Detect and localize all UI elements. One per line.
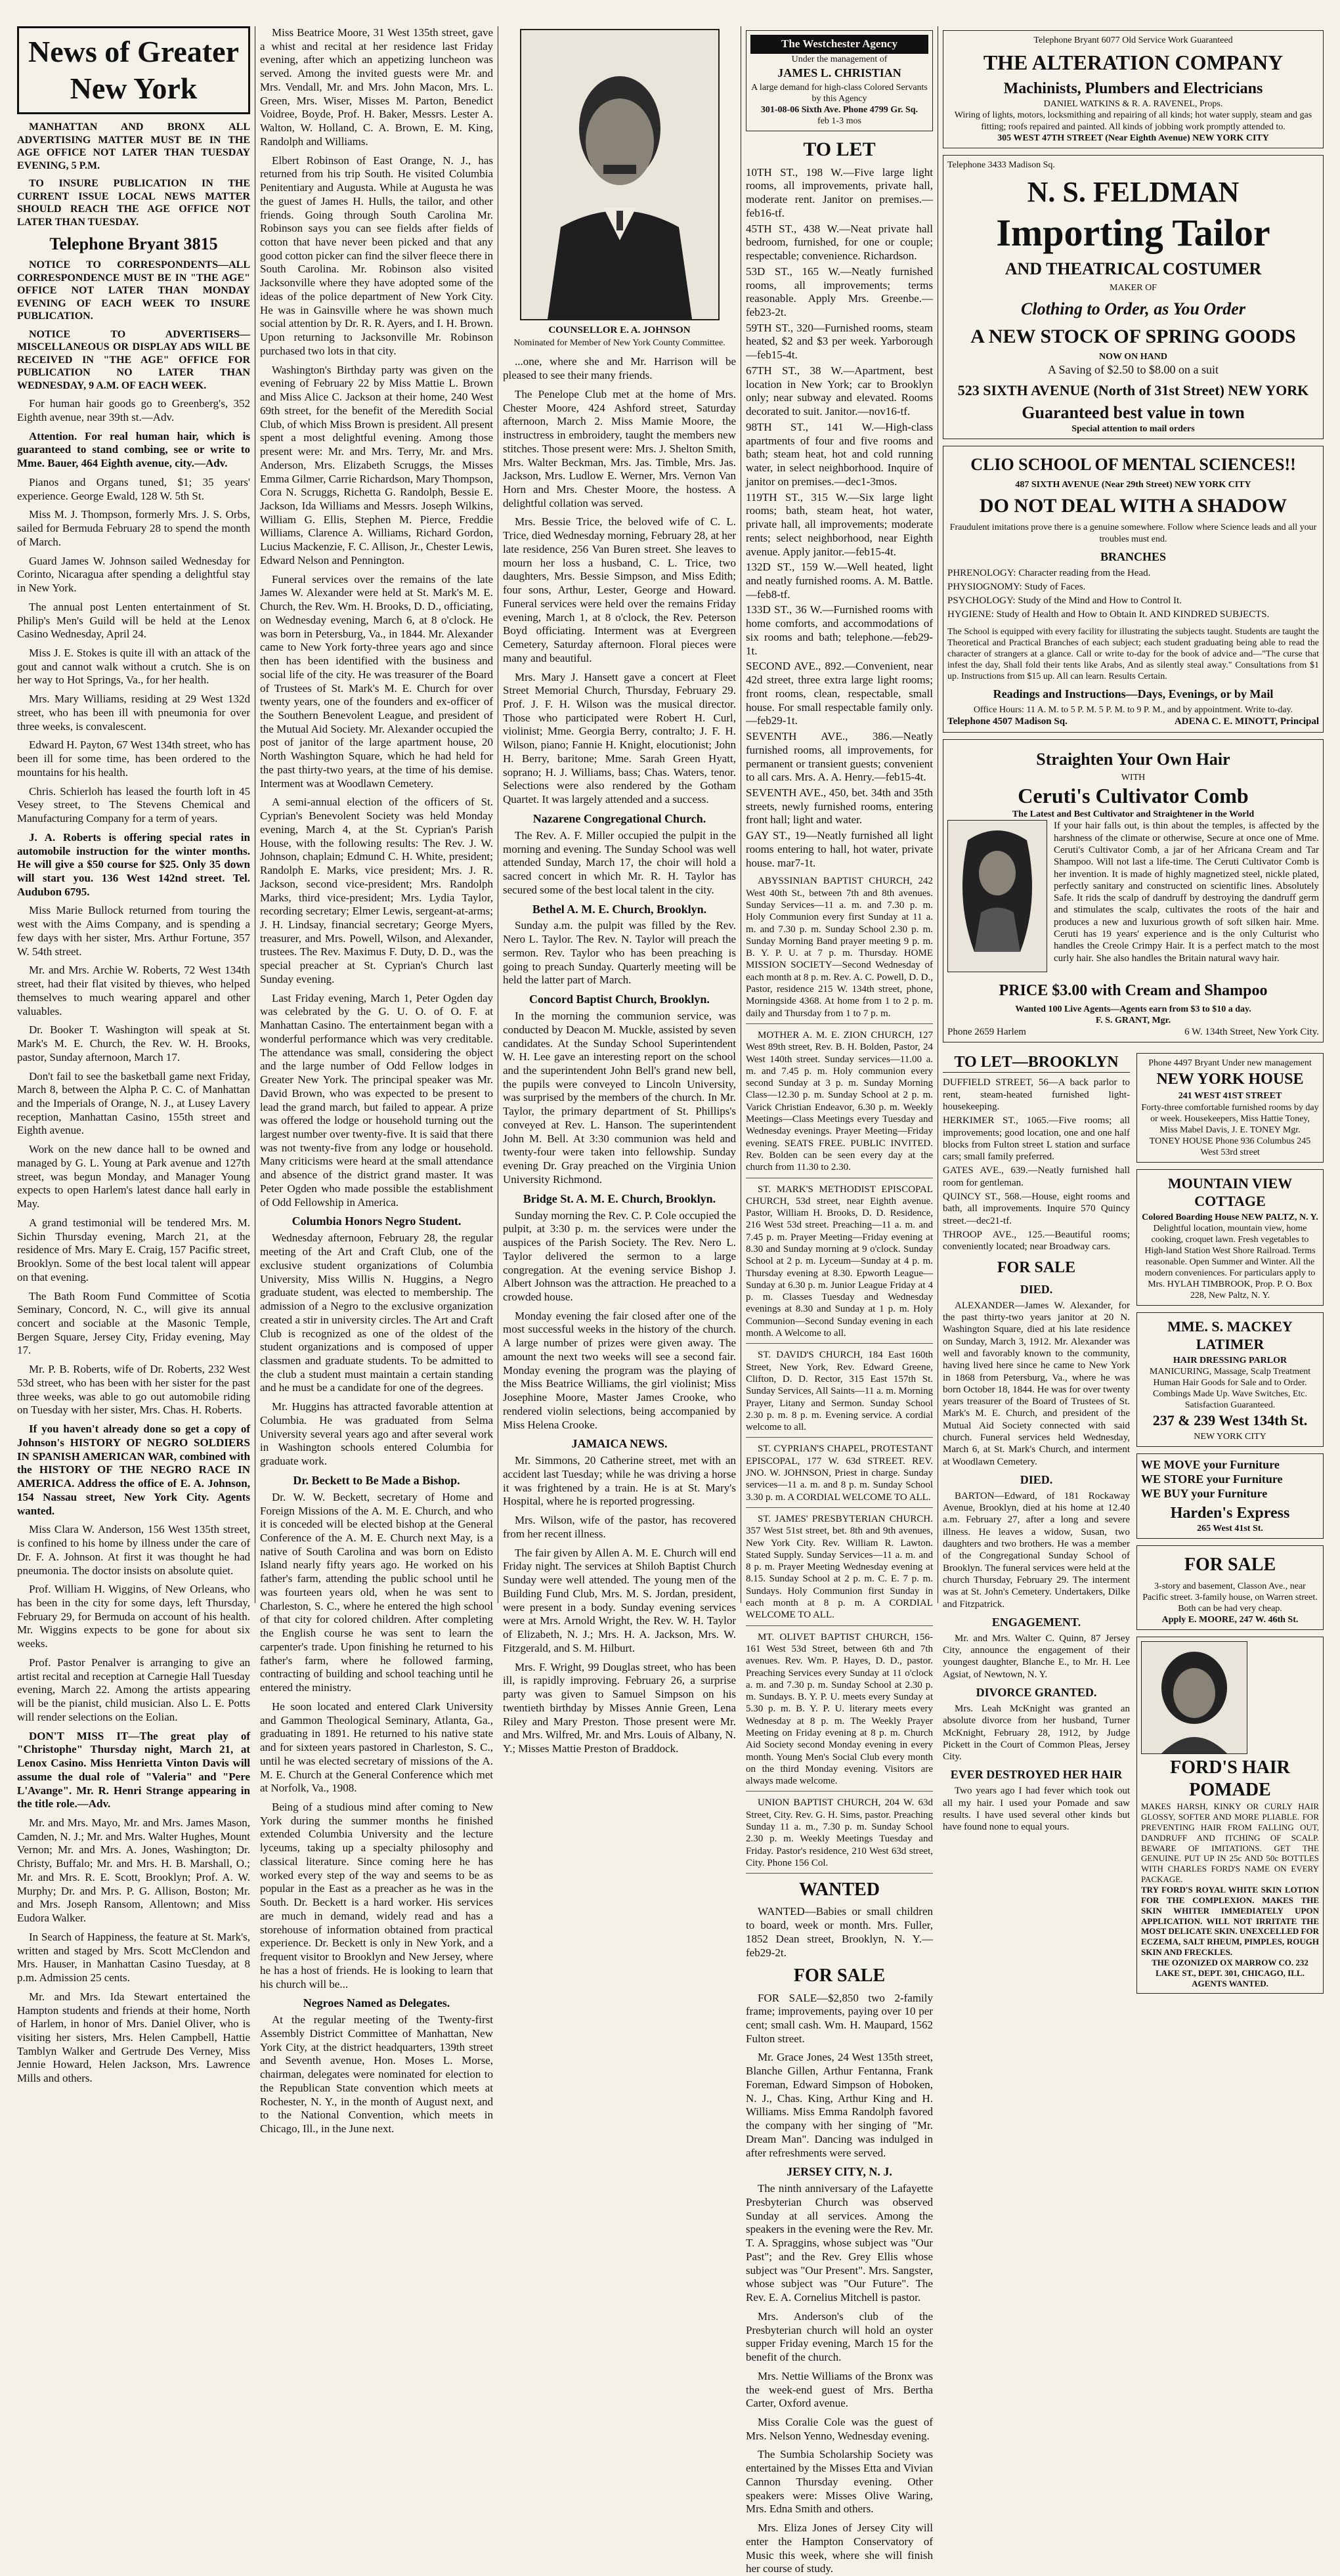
news-item: Mrs. Mary Williams, residing at 29 West 132d street, who has been ill with pneumonia for over three weeks, is convalescent.	[17, 693, 250, 733]
article-heading: Nazarene Congregational Church.	[532, 811, 706, 825]
to-let-item: 98TH ST., 141 W.—High-class apartments of four and five rooms and bath; steam heat, hot and cold running water, in select neighborhood. Inquire of janitor on premises.—dec1-3mos.	[746, 420, 933, 488]
ever-heading: EVER DESTROYED HER HAIR	[950, 1768, 1123, 1782]
news-item: For human hair goods go to Greenberg's, 352 Eighth avenue, near 39th st.—Adv.	[17, 397, 250, 423]
news-item: In Search of Happiness, the feature at St. Mark's, written and staged by Mrs. Scott McClendon and Mrs. Hauser, in Manhattan Casino Tuesday, at 8 p.m. Admission 25 cents.	[17, 1930, 250, 1985]
article-heading: Concord Baptist Church, Brooklyn.	[529, 993, 710, 1006]
ad-body: MANICURING, Massage, Scalp Treatment Human Hair Goods for Sale and to Order. Combings Made Up. Wave Switches, Etc. Satisfaction Guaranteed.	[1149, 1366, 1311, 1411]
ad-title: NEW YORK HOUSE	[1156, 1071, 1304, 1088]
ad-sub: Colored Boarding House NEW PALTZ, N. Y.	[1142, 1212, 1318, 1222]
ad-hours: Office Hours: 11 A. M. to 5 P. M. 5 P. M. to 9 P. M., and by appointment. Write to-day.	[973, 705, 1293, 716]
news-item: Miss Clara W. Anderson, 156 West 135th street, is confined to his home by illness under the care of Dr. F. A. Johnson. At first it was thought he had pneumonia. The doctor insists on absolute quiet.	[17, 1523, 250, 1577]
ad-line: Readings and Instructions—Days, Evenings, or by Mail	[993, 687, 1274, 701]
portrait-drawing	[521, 30, 718, 319]
portrait-subcaption: Nominated for Member of New York County Committee.	[513, 338, 725, 349]
ad-heading: Straighten Your Own Hair	[1036, 749, 1230, 769]
ad-address: 305 WEST 47TH STREET (Near Eighth Avenue) NEW YORK CITY	[997, 133, 1269, 143]
ad-phone: Telephone 3433 Madison Sq.	[947, 160, 1055, 170]
church-listing: UNION BAPTIST CHURCH, 204 W. 63d Street, City. Rev. G. H. Sims, pastor. Preaching Sunday 11 a. m., 7.30 p. m. Sunday School 2.30 p. m. Weekly Meetings Tuesday and Friday. Pastor's residence, 210 West 63d street, City. Phone 156 Col.	[746, 1797, 933, 1874]
ad-title: Ceruti's Cultivator Comb	[1018, 784, 1249, 808]
ad-address: 6 W. 134th Street, New York City.	[1184, 1026, 1319, 1037]
article-heading: Columbia Honors Negro Student.	[292, 1214, 462, 1228]
brooklyn-item: GATES AVE., 639.—Neatly furnished hall room for gentleman.	[943, 1165, 1130, 1188]
to-let-item: 59TH ST., 320—Furnished rooms, steam heated, $2 and $3 per week. Yarborough —feb15-4t.	[746, 321, 933, 362]
ads-right-column	[1136, 1049, 1324, 2000]
news-item: Last Friday evening, March 1, Peter Ogden day was celebrated by the G. U. O. of O. F. at Manhattan Casino. The entertainment began with a wonderful performance which was very creditable. The attendance was small, considering the object and the large number of Odd Fellow lodges in Greater New York. The principal speaker was Mr. David Brown, who was expected to be present to lead the grand march, but failed to appear. A prize was offered the lodge or household turning out the largest number over twenty-five. It is said that there was not twenty-five from any lodge or household. Many criticisms were heard at the small attendance and absence of the district grand master. It was Peter Ogden who made possible the establishment of Odd Fellowship in America.	[260, 991, 493, 1209]
news-item: The fair given by Allen A. M. E. Church will end Friday night. The services at Shiloh Baptist Church Sunday were well attended. The young men of the Building Fund Club, Mrs. M. S. Jordan, president, were present in a body. Sunday evening services were at Mrs. Arnold Wright, the Rev. W. H. Taylor of Elizabeth, N. J.; Mrs. H. A. Jackson, Mrs. W. Fitzgerald, and S. M. Hilburt.	[503, 1546, 736, 1654]
engagement-notice: Mr. and Mrs. Walter C. Quinn, 87 Jersey City, announce the engagement of their youngest daughter, Blanche E., to Mr. H. Lee Agsiat, of Newtown, N. Y.	[943, 1633, 1130, 1680]
ad-heading: DO NOT DEAL WITH A SHADOW	[979, 494, 1287, 517]
ad-desc: Wiring of lights, motors, locksmithing and repairing of all kinds; hot water supply, steam and gas fitting; roofs repaired and painted. All kinds of jobbing work promptly attended to.	[954, 110, 1312, 132]
agency-name: JAMES L. CHRISTIAN	[777, 66, 901, 79]
ford-portrait	[1141, 1641, 1247, 1754]
ad-line: WE BUY your Furniture	[1141, 1487, 1268, 1501]
column-5-ads	[943, 26, 1324, 1988]
ad-address: 237 & 239 West 134th St.	[1152, 1412, 1308, 1429]
article-heading: Bethel A. M. E. Church, Brooklyn.	[532, 902, 707, 916]
ad-body: Forty-three comfortable furnished rooms by day or week. Housekeepers, Miss Hattie Toney, Miss Mabel Davis, J. E. TONEY Mgr.	[1141, 1102, 1319, 1135]
ad-line: A NEW STOCK OF SPRING GOODS	[970, 325, 1296, 347]
ad-city: NEW YORK CITY	[1194, 1432, 1266, 1442]
to-let-item: 133D ST., 36 W.—Furnished rooms with home comforts, and accommodations of six rooms and bath; telephone.—feb29-1t.	[746, 603, 933, 657]
clio-ad	[943, 446, 1324, 732]
death-notice: ALEXANDER—James W. Alexander, for the past thirty-two years janitor at 20 N. Washington Square, died at his late residence on Sunday, March 3, 1912. Mr. Alexander was well and favorably known to the community, having lived here since he came to New York in 1868 from Petersburg, Va., where he was born October 18, 1844. He was for over twenty years treasurer of the Board of Trustees of St. Mark's M. E. Church, and president of the Mutual Aid Society connected with said church. Funeral services held Wednesday, March 6, at St. Mark's Church, and interment at Woodlawn Cemetery.	[943, 1300, 1130, 1467]
section-masthead: News of Greater New York	[17, 26, 250, 114]
for-sale-ad	[1136, 1545, 1324, 1629]
ad-subtitle: Machinists, Plumbers and Electricians	[1003, 80, 1263, 98]
ad-line: NOW ON HAND	[1099, 352, 1167, 362]
engagement-heading: ENGAGEMENT.	[991, 1615, 1081, 1629]
column-2	[260, 26, 493, 2136]
news-item: Mrs. Nettie Williams of the Bronx was the week-end guest of Mrs. Bertha Carter, Oxford avenue.	[746, 2369, 933, 2410]
ad-phone: Telephone 4507 Madison Sq.	[947, 716, 1068, 727]
news-item: Elbert Robinson of East Orange, N. J., has returned from his trip South. He visited Columbia Penitentiary and Augusta. While at Augusta he was the guest of James H. Hulls, the tailor, and other friends. Going through South Carolina Mr. Robinson says you can see fields after fields of cotton that have never been picked and that any good cotton picker can find the silver fleece there in South Carolina. Mr. Robinson also visited Jacksonville where they have adopted some of the ideas of the police department of New York City. He was in Gainsville where he was shown much social attention by Dr. R. R. Ayers, and I. H. Brown. Upon returning to Jacksonville Mr. Robinson purchased two lots in that city.	[260, 154, 493, 357]
ad-apply: Apply E. MOORE, 247 W. 46th St.	[1161, 1614, 1299, 1625]
to-let-item: 67TH ST., 38 W.—Apartment, best location in New York; car to Brooklyn only; near subway and elevated. Rooms decorated to suit. Janitor.—nov16-tf.	[746, 364, 933, 418]
news-item: Miss Beatrice Moore, 31 West 135th street, gave a whist and recital at her residence last Friday evening, after which an appetizing luncheon was served. Among the invited guests were Mr. and Mrs. Vendall, Mr. and Mrs. John Macon, Mrs. L. Green, Mrs. Wiser, Misses M. Parton, Benedict Voidree, Boyde, Prof. H. Baker, Messrs. Lester A. Walton, W. Holland, C. A. Brown, E. M. King, Randolph and Williams.	[260, 26, 493, 148]
church-directory	[746, 875, 933, 1874]
news-item: Prof. Pastor Penalver is arranging to give an artist recital and reception at Carnegie Hall Tuesday evening, March 22. Among the artists appearing will be the pianist, child musician. Also L. E. Potts will render selections on the Eolian.	[17, 1656, 250, 1723]
news-item: Washington's Birthday party was given on the evening of February 22 by Miss Mattie L. Brown and Miss Alice C. Jackson at their home, 240 West 69th street, for the benefit of the Meredith Social Club, of which Miss Brown is president. All present spent a most delightful evening. Among those present were: Mr. and Mrs. Terry, Mr. and Mrs. Anderson, Mrs. Elizabeth Scruggs, the Misses Emma Gilmer, Carrie Richardson, Mary Thompson, Cora N. Scruggs, Richetta G. Randolph, Bessie E. Jackson, Ida Williams and Messrs. Joseph Wilkins, William G. Ellis, Stephen M. Pierce, Freddie Williams, Clarence A. Williams, Richard Gordon, Lucius Mackenzie, F. C. Allison, Jr., Chester Lewis, Edward Nelson and Pennington.	[260, 363, 493, 567]
to-let-item: 119TH ST., 315 W.—Six large light rooms; bath, steam heat, hot water, private hall, all improvements; moderate rents; select neighborhood, near Eighth avenue. Apply janitor.—feb15-4t.	[746, 490, 933, 558]
agency-hours: feb 1-3 mos	[817, 116, 861, 126]
news-item: DON'T MISS IT—The great play of "Christophe" Thursday night, March 21, at Lenox Casino. Miss Henrietta Vinton Davis will assume the dual role of "Valeria" and "Pere L'Avange". Mr. R. Henri Strange appearing in the title role.—Adv.	[17, 1729, 250, 1811]
branch-item: PSYCHOLOGY: Study of the Mind and How to Control It.	[947, 595, 1182, 607]
column-4	[746, 26, 933, 2575]
latimer-ad	[1136, 1312, 1324, 1447]
ad-address: 523 SIXTH AVENUE (North of 31st Street) NEW YORK	[957, 382, 1309, 399]
to-let-item: SECOND AVE., 892.—Convenient, near 42d street, three extra large light rooms; front rooms, clean, respectable, small house. For small respectable family only.—feb29-1t.	[746, 660, 933, 727]
news-item: Mrs. Eliza Jones of Jersey City will enter the Hampton Conservatory of Music this week, where she will finish her course of study.	[746, 2522, 933, 2575]
ad-names: DANIEL WATKINS & R. A. RAVENEL, Props.	[1043, 99, 1223, 110]
ad-body: 3-story and basement, Classon Ave., near Pacific street. 3-family house, on Warren street. Both can be had very cheap.	[1142, 1581, 1318, 1614]
feldman-ad	[943, 155, 1324, 439]
news-item: Guard James W. Johnson sailed Wednesday for Corinto, Nicaragua after spending a delightful stay in New York.	[17, 554, 250, 595]
ad-line: Guaranteed best value in town	[1022, 403, 1245, 423]
to-let-item: 53D ST., 165 W.—Neatly furnished rooms, all improvements; terms reasonable. Apply Mrs. Greenbe.—feb23-2t.	[746, 265, 933, 319]
died-heading: DIED.	[1020, 1282, 1053, 1296]
news-item: Mr. Grace Jones, 24 West 135th street, Blanche Gillen, Arthur Fentanna, Frank Foreman, Edward Simpson of Hoboken, N. J., Chas. King, Arthur King and H. Williams. Miss Emma Randolph favored the company with her singing of "Mr. Dream Man". Dancing was indulged in after refreshments were served.	[746, 2051, 933, 2159]
ad-sub: HAIR DRESSING PARLOR	[1173, 1355, 1287, 1365]
church-listing: ABYSSINIAN BAPTIST CHURCH, 242 West 40th St., between 7th and 8th avenues. Sunday Services—11 a. m. and 7.30 p. m. Holy Communion every first Sunday at 11 a. m. and 7.30 p. m. Sunday School 2.30 p. m. Sunday Morning Band prayer meeting 9 p. m. B. Y. P. U. at 7 p. m. Thursday. HOME MISSION SOCIETY—Second Wednesday of each month at 8 p. m. Rev. A. C. Powell, D. D., Pastor, residence 215 W. 134th street, phone, Morningside 4368. At home from 1 to 2 p. m. daily and Thursday from 1 to 7 p. m.	[746, 875, 933, 1024]
ad-intro: Fraudulent imitations prove there is a genuine somewhere. Follow where Science leads and all your troubles must end.	[949, 523, 1317, 544]
news-item: Attention. For real human hair, which is guaranteed to stand combing, see or write to Mme. Bauer, 464 Eighth avenue, city.—Adv.	[17, 429, 250, 470]
news-item: Mr. Huggins has attracted favorable attention at Columbia. He was graduated from Selma University several years ago and after several work in Washington schools entered Columbia for graduate work.	[260, 1400, 493, 1468]
news-item: Mrs. F. Wright, 99 Douglas street, who has been ill, is rapidly improving. February 26, a surprise party was given to Samuel Simpson on his twentieth birthday by Misses Annie Green, Lena Riley and Mary Preston. Those present were Mr. and Mrs. Wilfred, Mr. and Mrs. Louis of Albany, N. Y.; Misses Mattie Preston of Braddock.	[503, 1660, 736, 1755]
portrait-image	[520, 29, 720, 320]
brooklyn-item: QUINCY ST., 568.—House, eight rooms and bath, all improvements. Inquire 570 Quincy street.—dec21-tf.	[943, 1191, 1130, 1226]
notice: MANHATTAN AND BRONX ALL ADVERTISING MATTER MUST BE IN THE AGE OFFICE NOT LATER THAN TUESDAY EVENING, 5 P.M.	[17, 121, 250, 171]
ad-principal: ADENA C. E. MINOTT, Principal	[1174, 716, 1319, 727]
died-heading: DIED.	[1020, 1472, 1053, 1486]
news-item: Mrs. Anderson's club of the Presbyterian church will hold an oyster supper Friday evening, March 15 for the benefit of the church.	[746, 2309, 933, 2364]
church-listing: ST. JAMES' PRESBYTERIAN CHURCH. 357 West 51st street, bet. 8th and 9th avenues, New York City. Rev. William R. Lawton. Stated Supply. Sunday Services—11 a. m. and 8 p. m. Prayer Meeting Wednesday evening at 8.15. Sunday School at 2 p. m. C. E. 7 p. m. Sundays. Holy Communion first Sunday in each month at 8 p. m. A CORDIAL WELCOME TO ALL.	[746, 1513, 933, 1626]
ad-body: Delightful location, mountain view, home cooking, croquet lawn. Fresh vegetables to High-land Station West Shore Railroad. Terms reasonable. Open Summer and Winter. All the modern conveniences. For particulars apply to Mrs. HYLAH TIMBROOK, Prop. P. O. Box 228, New Paltz, N. Y.	[1144, 1223, 1316, 1301]
church-listing: MT. OLIVET BAPTIST CHURCH, 156-161 West 53d Street, between 6th and 7th avenues. Rev. Wm. P. Hayes, D. D., pastor. Preaching Services every Sunday at 11 o'clock a. m. and 7.30 p. m. Sunday School at 2.30 p. m. Sundays. B. Y. P. U. meets every Sunday at 5.30 p. m. B. Y. P. U. literary meets every Wednesday at 8 p. m. The Weekly Prayer Meeting on Friday evening at 8 p. m. Church Aid Society second Monday evening in every month. Young Men's Social Club every month on the third Monday evening. Visitors are always made welcome.	[746, 1631, 933, 1792]
ad-title: CLIO SCHOOL OF MENTAL SCIENCES!!	[970, 455, 1296, 475]
ad-name: N. S. FELDMAN	[1027, 175, 1240, 208]
news-item: Wednesday afternoon, February 28, the regular meeting of the Art and Craft Club, one of the exclusive student organizations of Columbia University, Miss Willis N. Huggins, a Negro graduate student, was elected to membership. The admission of a Negro to the exclusive organization created a stir in university circles. The Art and Craft Club is recognized as one of the oldest of the student organizations and is composed of upper classmen and graduate students. To be admitted to the club a student must maintain a certain standing and he must be a candidate for one of the degrees.	[260, 1232, 493, 1394]
news-item: Mr. and Mrs. Ida Stewart entertained the Hampton students and friends at their home, North of Harlem, in honor of Mrs. Daniel Oliver, who is visiting her sisters, Mrs. Helen Campbell, Hattie Tamblyn Walker and Gertrude Des Verney, Miss Jennie Howard, Helen Jackson, Mrs. Lawrence Mills and others.	[17, 1990, 250, 2085]
to-let-heading: TO LET	[803, 139, 876, 161]
to-let-item: SEVENTH AVE., 450, bet. 34th and 35th streets, newly furnished rooms, entering front hall; light and water.	[746, 786, 933, 826]
ad-body: If your hair falls out, is thin about the temples, is affected by the harshness of the climate or otherwise, Secure at once one of Mme. Ceruti's Cultivator Comb, a jar of her Africana Cream and Tar Shampoo. Will not last a life-time. The Ceruti Cultivator Comb is her invention. It is made of highly magnetized steel, nickle plated, perfectly sanitary and constructed on scientific lines. Absolutely Safe. It rids the scalp of dandruff by destroying the dandruff germ and stimulates the scalp, cultivates the roots of the hair and produces a new and luxurious growth of soft silken hair. Mme. Ceruti has 19 years' experience and is the only Culturist who handles the Creole Crimpy Hair. It is a perfect match to the most curly hair. She also handles the Britain natural wavy hair.	[1054, 821, 1319, 964]
ad-address: 487 SIXTH AVENUE (Near 29th Street) NEW YORK CITY	[1015, 479, 1251, 490]
agency-ad	[746, 30, 933, 131]
testimonial: Two years ago I had fever which took out all my hair. I used your Pomade and saw results. I have used several other kinds but have found none to equal yours.	[943, 1786, 1130, 1833]
ad-body: TRY FORD'S ROYAL WHITE SKIN LOTION FOR THE COMPLEXION. MAKES THE SKIN WHITER IMMEDIATELY UPON APPLICATION. WILL NOT IRRITATE THE MOST DELICATE SKIN. UNEXCELLED FOR ECZEMA, SALT RHEUM, PIMPLES, ROUGH SKIN AND FRECKLES.	[1141, 1885, 1319, 1958]
classified-item: FOR SALE—$2,850 two 2-family frame; improvements, paying over 10 per cent; small cash. Wm. H. Maupard, 1562 Fulton street.	[746, 1991, 933, 2045]
ad-sub: The Latest and Best Cultivator and Straightener in the World	[1012, 809, 1255, 820]
article-heading: Bridge St. A. M. E. Church, Brooklyn.	[523, 1191, 716, 1205]
church-listing: ST. MARK'S METHODIST EPISCOPAL CHURCH, 53d street, near Eighth avenue. Pastor, William H. Brooks, D. D. Residence, 216 West 53d street. Preaching—11 a. m. and 7.45 p. m. Prayer Meeting—Friday evening at 8.30 and Sunday morning at 9 o'clock. Sunday School at 2 p. m. Lyceum—Sunday at 4 p. m. Thursday evening at 8.30. Epworth League—Sunday at 6.30 p. m. Junior League Friday at 4 p. m. Classes Tuesday and Wednesday evenings at 8.30 and Sunday at 1 p. m. Holy Communion—Second Sunday evening in each month. A Welcome to all.	[746, 1184, 933, 1344]
ad-address: THE OZONIZED OX MARROW CO. 232 LAKE ST., DEPT. 301, CHICAGO, ILL. AGENTS WANTED.	[1152, 1958, 1308, 1988]
news-item: In the morning the communion service, was conducted by Deacon M. Muckle, assisted by seven candidates. At the Sunday School Superintendent W. H. Lee gave an interesting report on the school and the superintendent John Bell's grand new bell, the pupils were conveyed to Lincoln University, was surprised by the members of the church. In Mr. Taylor, the primary department of St. Phillips's conveyed at Rev. L. Hanson. The superintendent John M. Bell. At 3:30 communion was held and twenty-four were taken into fellowship. Sunday evening Dr. Gray preached on the Virginia Union University Richmond.	[503, 1010, 736, 1186]
news-item: J. A. Roberts is offering special rates in automobile instruction for the winter months. He will give a $50 course for $25. Only 35 down will start you. 136 West 142nd street. Tel. Audubon 6795.	[17, 830, 250, 898]
news-item: At the regular meeting of the Twenty-first Assembly District Committee of Manhattan, New York City, at the district headquarters, 139th street and Seventh avenue, Hon. Moses L. Morse, chairman, delegates were nominated for election to the Republican State convention which meets at Rochester, N. Y., in the month of August next, and to the National Convention, which meets in Chicago, Ill., in the June next.	[260, 2013, 493, 2136]
brooklyn-heading: TO LET—BROOKLYN	[943, 1053, 1130, 1073]
new-york-house-ad	[1136, 1053, 1324, 1163]
ford-drawing	[1142, 1642, 1247, 1753]
ad-line: WE STORE your Furniture	[1141, 1472, 1283, 1486]
to-let-item: GAY ST., 19—Neatly furnished all light rooms entering to hall, hot water, private house. mar7-1t.	[746, 829, 933, 869]
brooklyn-item: DUFFIELD STREET, 56—A back parlor to rent, steam-heated furnished light-housekeeping.	[943, 1077, 1130, 1112]
to-let-item: 10TH ST., 198 W.—Five large light rooms, all improvements, private hall, moderate rent. Janitor on premises.—feb16-tf.	[746, 165, 933, 219]
ad-line: Special attention to mail orders	[1071, 424, 1195, 435]
branch-item: PHYSIOGNOMY: Study of Faces.	[947, 581, 1086, 592]
news-item: Edward H. Payton, 67 West 134th street, who has been ill for some time, has been ordered to the mountains for his health.	[17, 739, 250, 779]
news-item: ...one, where she and Mr. Harrison will be pleased to see their many friends.	[503, 355, 736, 382]
ads-left-column	[943, 1049, 1130, 2000]
article-heading: Dr. Beckett to Be Made a Bishop.	[293, 1473, 460, 1487]
agency-line: A large demand for high-class Colored Servants by this Agency	[751, 82, 928, 104]
news-item: Miss J. E. Stokes is quite ill with an attack of the gout and cannot walk without a crutch. She is on her way to Hot Springs, Va., for her health.	[17, 646, 250, 687]
for-sale-heading: FOR SALE	[793, 1965, 886, 1986]
news-item: Mr. P. B. Roberts, wife of Dr. Roberts, 232 West 53d street, who has been with her sister for the past three weeks, was able to go out automobile riding on Tuesday with her sister, Mrs. Chas. H. Roberts.	[17, 1363, 250, 1417]
news-item: Mrs. Bessie Trice, the beloved wife of C. L. Trice, died Wednesday morning, February 28, at her late residence, 256 Van Buren street. She leaves to mourn her loss a husband, C. L. Trice, two daughters, Mrs. Bessie Simpson, and Miss Edith; four sons, Arthur, Lester, George and Howard. Funeral services were held over the remains Friday evening, March 1, at 8 o'clock, the Rev. Peterson Boyd officiating. Interment was at Evergreen Cemetery, Saturday afternoon. Floral pieces were many and beautiful.	[503, 515, 736, 664]
news-item: A semi-annual election of the officers of St. Cyprian's Benevolent Society was held Monday evening, March 4, at the St. Cyprian's Parish House, with the following results: The Rev. J. W. Johnson, chaplain; Edmund C. H. White, president; Randolph E. Marks, vice president; Mrs. J. R. Jackson, second vice-president; Mrs. Randolph Marks, third vice-president; Mrs. Lydia Taylor, recording secretary; Elmer Lewis, sergeant-at-arms; J. H. Lindsay, financial secretary; George Myers, treasurer, and Mrs. Powell, Wilson, and Alexander, trustees. The Rev. Maximus F. Duty, D. D., was the special preacher at St. Cyprian's Church last Sunday evening.	[260, 796, 493, 985]
ad-body: MAKES HARSH, KINKY OR CURLY HAIR GLOSSY, SOFTER AND MORE PLIABLE. FOR PREVENTING HAIR FROM FALLING OUT, DANDRUFF AND ITCHING OF SCALP. BEWARE OF IMITATIONS. GET THE GENUINE. PUT UP IN 25c AND 50c BOTTLES WITH CHARLES FORD'S NAME ON EVERY PACKAGE.	[1141, 1801, 1319, 1885]
article-heading: JERSEY CITY, N. J.	[787, 2165, 892, 2179]
article-heading: JAMAICA NEWS.	[571, 1437, 668, 1451]
news-item: Sunday morning the Rev. C. P. Cole occupied the pulpit, at 3:30 p. m. the services were under the auspices of the Parish Society. The Rev. Nero L. Taylor delivered the sermon to a large congregation. At the evening service Bishop J. Albert Johnson was the attraction. He preached to a crowded house.	[503, 1209, 736, 1303]
ad-body: The School is equipped with every facility for illustrating the subjects taught. Students are taught the Theoretical and Practical Branches of each subject; each student graduating being able to read the character of strangers at a glance. Call or write to-day for the book of advice and—"The curse that infest the day, Shall fold their tents like Arabs, And as silently steal away." Consultations from $1 up. Instructions from $15 up. All can learn. Results Certain.	[947, 626, 1319, 682]
ad-line: WE MOVE your Furniture	[1141, 1458, 1280, 1472]
news-item: If you haven't already done so get a copy of Johnson's HISTORY OF NEGRO SOLDIERS IN SPANISH AMERICAN WAR, combined with the HISTORY OF THE NEGRO RACE IN AMERICA. Address the office of E. A. Johnson, 154 Nassau street, New York City. Agents wanted.	[17, 1423, 250, 1517]
news-item: Sunday a.m. the pulpit was filled by the Rev. Nero L. Taylor. The Rev. N. Taylor will preach the sermon. Rev. Taylor who has been preaching is going to preach Sunday. Quarterly meeting will be held the latter part of March.	[503, 919, 736, 987]
ad-price: PRICE $3.00 with Cream and Shampoo	[999, 982, 1268, 1000]
ad-title: Harden's Express	[1170, 1505, 1290, 1522]
ad-line: A Saving of $2.50 to $8.00 on a suit	[1048, 362, 1219, 376]
notice: NOTICE TO CORRESPONDENTS—ALL CORRESPONDENCE MUST BE IN "THE AGE" OFFICE NOT LATER THAN MONDAY EVENING OF EACH WEEK TO INSURE PUBLICATION.	[17, 259, 250, 322]
ad-subtitle: AND THEATRICAL COSTUMER	[1005, 259, 1262, 279]
harden-ad	[1136, 1453, 1324, 1539]
hair-illustration	[947, 820, 1047, 972]
ad-line: TONEY HOUSE Phone 936 Columbus 245 West 53rd street	[1149, 1136, 1311, 1157]
mountain-view-ad	[1136, 1169, 1324, 1306]
agency-line: Under the management of	[791, 54, 888, 64]
ad-with: WITH	[1121, 773, 1146, 783]
news-item: Don't fail to see the basketball game next Friday, March 8, between the Alpha P. C. C. of Manhattan and the Imperials of Orange, N. J., at Lusey Lavery reception, Manhattan Casino, 155th street and Eighth avenue.	[17, 1069, 250, 1137]
branches-list	[947, 567, 1319, 621]
notice: NOTICE TO ADVERTISERS—MISCELLANEOUS OR DISPLAY ADS WILL BE RECEIVED IN "THE AGE" OFFICE FOR PUBLICATION NO LATER THAN WEDNESDAY, 9 A.M. OF EACH WEEK.	[17, 328, 250, 391]
portrait-caption: COUNSELLOR E. A. JOHNSON	[548, 325, 691, 335]
ad-phone: Phone 2659 Harlem	[947, 1026, 1026, 1037]
news-item: Chris. Schierloh has leased the fourth loft in 45 Vesey street, to The Stevens Chemical and Manufacturing Company for a term of years.	[17, 784, 250, 825]
news-item: Being of a studious mind after coming to New York during the summer months he finished extended Columbia University and the lecture lyceums, taking up a specialty philosophy and classical literature. Since coming here he has worked every step of the way and seems to be as popular in the East as a preacher as he was in the South. Dr. Beckett is a hard worker. His services are much in demand, widely read and has a storehouse of information obtained from practical experience. Dr. Beckett is only in New York, and a frequent visitor to Brooklyn and New Jersey, where he has a host of friends. He is looking to learn that his church will be...	[260, 1800, 493, 1990]
article-heading: Negroes Named as Delegates.	[303, 1996, 450, 2010]
news-item: Dr. W. W. Beckett, secretary of Home and Foreign Missions of the A. M. E. Church, and who it is conceded will be elected bishop at the General Conference of the A. M. E. Church next May, is a native of South Carolina and was born on Edisto Island nearly fifty years ago. He worked on his father's farm, attending the public school until he was fourteen years old, when he was sent to Charleston, S. C., where he entered the high school of that city for colored children. After completing the English course he was sent to learn the carpenter's trade. Upon finishing he returned to his father's farm, where he followed farming, contracting of building and school teaching until he entered the ministry.	[260, 1490, 493, 1694]
ad-manager: F. S. GRANT, Mgr.	[1095, 1015, 1171, 1025]
for-sale-heading: FOR SALE	[997, 1258, 1076, 1276]
ad-topline: Telephone Bryant 6077 Old Service Work Guaranteed	[1033, 35, 1233, 45]
hair-drawing	[948, 821, 1047, 972]
church-listing: MOTHER A. M. E. ZION CHURCH, 127 West 89th street, Rev. B. H. Bolden, Pastor, 24 West 140th street. Sunday services—11.00 a. m. and 7.45 p. m. Holy communion every second Sunday at 3 p. m. Sunday Morning Class—12.30 p. m. Sunday School at 2 p. m. Varick Christian Endeavor, 6.30 p. m. Weekly Meetings—Class Meetings every Tuesday and Wednesday evenings. Prayer Meeting—Friday evening. SEATS FREE. PUBLIC INVITED. Rev. Bolden can be seen every day at the church from 11.30 to 2.30.	[746, 1029, 933, 1178]
death-notice: BARTON—Edward, of 181 Rockaway Avenue, Brooklyn, died at his home at 12.40 a.m. February 27, after a long and severe illness. He leaves a widow, Susan, two daughters and two brothers. He was a member of the Congregational Sunday School of Brooklyn. The funeral services were held at the church Thursday, February 29. The interment was at St. John's Cemetery. Undertakers, Dilke and Fitzpatrick.	[943, 1490, 1130, 1610]
alteration-ad	[943, 30, 1324, 148]
news-item: The Bath Room Fund Committee of Scotia Seminary, Concord, N. C., will give its annual concert and sociable at the Masonic Temple, Bergen Square, Jersey City, Friday evening, May 17.	[17, 1289, 250, 1357]
news-item: Mrs. Wilson, wife of the pastor, has recovered from her recent illness.	[503, 1514, 736, 1540]
column-3	[503, 26, 736, 1755]
ad-maker: MAKER OF	[1110, 283, 1157, 293]
to-let-list	[746, 166, 933, 870]
news-item: A grand testimonial will be tendered Mrs. M. Sichin Thursday evening, March 21, at the residence of Mrs. Mary E. Craig, 157 Pacific street, Brooklyn. Some of the best local talent will appear on that evening.	[17, 1216, 250, 1283]
news-item: Mr. and Mrs. Mayo, Mr. and Mrs. James Mason, Camden, N. J.; Mr. and Mrs. Walter Hughes, Mount Vernon; Mr. and Mrs. A. Jones, Washington; Dr. Christy, Buffalo; Mr. and Mrs. H. B. Marshall, O.; Mr. and Mrs. R. E. Scott, Brooklyn; Prof. A. W. Murphy; Dr. and Mrs. P. G. Allison, Boston; Mr. and Mrs. Joseph Ransom, Allentown; and Miss Eudora Walker.	[17, 1816, 250, 1925]
brooklyn-item: THROOP AVE., 125.—Beautiful rooms; conveniently located; near Broadway cars.	[943, 1229, 1130, 1253]
ford-ad	[1136, 1637, 1324, 1994]
brooklyn-list	[943, 1077, 1130, 1253]
news-item: Mrs. Mary J. Hansett gave a concert at Fleet Street Memorial Church, Thursday, February 29. Prof. J. F. H. Wilson was the musical director. Those who participated were Robert H. Curl, violinist; Mme. Georgia Berry, contralto; J. F. H. Wilson, piano; Fannie H. Knight, elocutionist; John H. Berry, baritone; Mme. Sarah Green Hyatt, soprano; H. J. Williams, bass; Chas. Waters, tenor. Selections were also rendered by the Gotham Quartet. It was largely attended and a success.	[503, 670, 736, 806]
news-item: Work on the new dance hall to be owned and managed by G. L. Young at Park avenue and 127th street, was begun Monday, and Manager Young expects to open Harlem's latest dance hall early in May.	[17, 1143, 250, 1211]
ad-title: THE ALTERATION COMPANY	[983, 51, 1284, 75]
notice: TO INSURE PUBLICATION IN THE CURRENT ISSUE LOCAL NEWS MATTER SHOULD REACH THE AGE OFFICE NOT LATER THAN TUESDAY.	[17, 178, 250, 228]
ad-title: Importing Tailor	[996, 211, 1270, 255]
news-item: The Rev. A. F. Miller occupied the pulpit in the morning and evening. The Sunday School was well attended Sunday, March 17, the choir will hold a sacred concert in which Mr. R. H. Taylor has secured some of the best local talent in the city.	[503, 828, 736, 896]
ceruti-ad	[943, 739, 1324, 1043]
wanted-heading: WANTED	[799, 1879, 880, 1900]
news-item: Mr. Simmons, 20 Catherine street, met with an accident last Tuesday; while he was driving a horse it was frightened by a train. He is at St. Mary's Hospital, where he is reported progressing.	[503, 1454, 736, 1508]
news-item: Dr. Booker T. Washington will speak at St. Mark's M. E. Church, the Rev. W. H. Brooks, pastor, Sunday afternoon, March 17.	[17, 1023, 250, 1063]
ad-title: FORD'S HAIR POMADE	[1170, 1757, 1290, 1800]
ad-line: Clothing to Order, as You Order	[1021, 299, 1245, 319]
agency-title: The Westchester Agency	[750, 35, 928, 54]
news-item: Miss Marie Bullock returned from touring the west with the Aims Company, and is spending a few days with her sister, Mrs. Arthur Fortune, 357 W. 54th street.	[17, 904, 250, 958]
news-item: Miss Coralie Cole was the guest of Mrs. Nelson Yenno, Wednesday evening.	[746, 2416, 933, 2442]
brooklyn-item: HERKIMER ST., 1065.—Five rooms; all improvements; good location, one and one half blocks from Fulton street L station and surface cars; small family preferred.	[943, 1115, 1130, 1163]
ad-agents: Wanted 100 Live Agents—Agents earn from $3 to $10 a day.	[1015, 1004, 1251, 1014]
church-listing: ST. CYPRIAN'S CHAPEL, PROTESTANT EPISCOPAL, 177 W. 63d STREET. REV. JNO. W. JOHNSON, Priest in charge. Sunday services—11 a. m. and 8 p. m. Sunday School 3.30 p. m. A CORDIAL WELCOME TO ALL.	[746, 1443, 933, 1507]
ad-phone: Phone 4497 Bryant Under new management	[1148, 1058, 1312, 1069]
news-item: Mr. and Mrs. Archie W. Roberts, 72 West 134th street, had their flat visited by thieves, who helped themselves to much wearing apparel and other valuables.	[17, 964, 250, 1018]
ad-title: MOUNTAIN VIEW COTTAGE	[1167, 1174, 1293, 1209]
classified-item: WANTED—Babies or small children to board, week or month. Mrs. Fuller, 1852 Dean street, Brooklyn, N. Y.—feb29-2t.	[746, 1905, 933, 1959]
to-let-item: 132D ST., 159 W.—Well heated, light and neatly furnished rooms. A. M. Battle.—feb8-tf.	[746, 561, 933, 601]
ad-address: 265 West 41st St.	[1197, 1524, 1263, 1534]
agency-address: 301-08-06 Sixth Ave. Phone 4799 Gr. Sq.	[760, 104, 919, 115]
divorce-notice: Mrs. Leah McKnight was granted an absolute divorce from her husband, Turner McKnight, February 28, 1912, by Judge Pickett in the Court of Common Pleas, Jersey City.	[943, 1703, 1130, 1763]
news-item: Funeral services over the remains of the late James W. Alexander were held at St. Mark's M. E. Church, the Rev. Wm. H. Brooks, D. D., officiating, on Wednesday evening, March 6, at 8 o'clock. He was born in Petersburg, Va., in 1844. Mr. Alexander came to New York forty-three years ago and since then has been identified with the business and social life of the city. He was treasurer of the Board of Trustees of St. Mark's M. E. Church for over twenty years, one of the founders and ex-officer of the Southern Benevolent League, and president of the Mutual Aid Society. Mr. Alexander occupied the post of janitor of the large apartment house, 20 North Washington Square, which he had held for the past thirty-two years, at the time of his demise. Interment was at Woodlawn Cemetery.	[260, 572, 493, 790]
divorce-heading: DIVORCE GRANTED.	[976, 1685, 1097, 1699]
news-item: The annual post Lenten entertainment of St. Philip's Men's Guild will be held at the Lenox Casino Wednesday, April 24.	[17, 600, 250, 641]
news-item: He soon located and entered Clark University and Gammon Theological Seminary, Atlanta, Ga., graduating in 1891. He returned to his native state and for sixteen years pastored in Charleston, S. C., until he was elected secretary of missions of the A. M. E. Church at the General Conference which met at Norfolk, Va., 1908.	[260, 1700, 493, 1795]
ad-title: FOR SALE	[1184, 1555, 1276, 1576]
branch-item: HYGIENE: Study of Health and How to Obtain It. AND KINDRED SUBJECTS.	[947, 609, 1270, 620]
ad-address: 241 WEST 41ST STREET	[1178, 1091, 1282, 1102]
news-item: The ninth anniversary of the Lafayette Presbyterian Church was observed Sunday at all services. Among the speakers in the evening were the Rev. Mr. T. A. Spraggins, whose subject was "Our Past"; and the Rev. Grey Ellis whose subject was "Our Present". Mrs. Sangster, whose subject was "Our Future". The Rev. E. A. Cornelius Mitchell is pastor.	[746, 2182, 933, 2304]
to-let-item: 45TH ST., 438 W.—Neat private hall bedroom, furnished, for one or couple; respectable; convenience. Richardson.	[746, 222, 933, 263]
branch-item: PHRENOLOGY: Character reading from the Head.	[947, 567, 1151, 578]
news-item: The Sumbia Scholarship Society was entertained by the Misses Etta and Vivian Cannon Thursday evening. Other speakers were: Misses Olive Waring, Mrs. Edna Smith and others.	[746, 2448, 933, 2516]
news-item: The Penelope Club met at the home of Mrs. Chester Moore, 424 Ashford street, Saturday afternoon, March 2. Miss Mamie Moore, the instructress in embroidery, taught the members new stitches. Those present were: Mrs. J. Shelton Smith, Mrs. Walter Beckman, Mrs. Jas. Timble, Mrs. Jas. Jackson, Mrs. Ludlow E. Werner, Mrs. Vernon Van Horn and Mrs. Chester Moore, the hostess. A delightful collation was served.	[503, 387, 736, 509]
news-item: Prof. William H. Wiggins, of New Orleans, who has been in the city for some days, left Thursday, February 29, for Bermuda on account of his health. Mr. Wiggins expects to be gone for about six weeks.	[17, 1583, 250, 1650]
news-item: Miss M. J. Thompson, formerly Mrs. J. S. Orbs, sailed for Bermuda February 28 to spend the month of March.	[17, 508, 250, 548]
church-listing: ST. DAVID'S CHURCH, 184 East 160th Street, New York, Rev. Edward Greene, Clifton, D. D. Rector, 315 East 157th St. Sunday Services, All Saints—11 a. m. Morning Prayer, Litany and Sermon. Sunday School 2.30 p. m. 8 p. m. Evening service. A cordial welcome to all.	[746, 1349, 933, 1438]
ad-branches: BRANCHES	[1100, 549, 1167, 563]
ad-title: MME. S. MACKEY LATIMER	[1167, 1318, 1293, 1353]
column-1	[17, 26, 250, 2085]
news-item: Pianos and Organs tuned, $1; 35 years' experience. George Ewald, 128 W. 5th St.	[17, 475, 250, 502]
news-item: Monday evening the fair closed after one of the most successful weeks in the history of the church. A large number of prizes were given away. The amount the next two weeks will see a second fair. Monday evening the program was the playing of the Miss Beatrice Williams, the girl violinist; Miss Josephine Moore, Master James Crooke, who rendered violin selections, being accompanied by Miss Helena Crooke.	[503, 1309, 736, 1431]
to-let-item: SEVENTH AVE., 386.—Neatly furnished rooms, all improvements, for permanent or transient guests; convenient to all cars. Mrs. A. A. Henry.—feb15-4t.	[746, 730, 933, 784]
telephone-heading: Telephone Bryant 3815	[49, 234, 218, 254]
